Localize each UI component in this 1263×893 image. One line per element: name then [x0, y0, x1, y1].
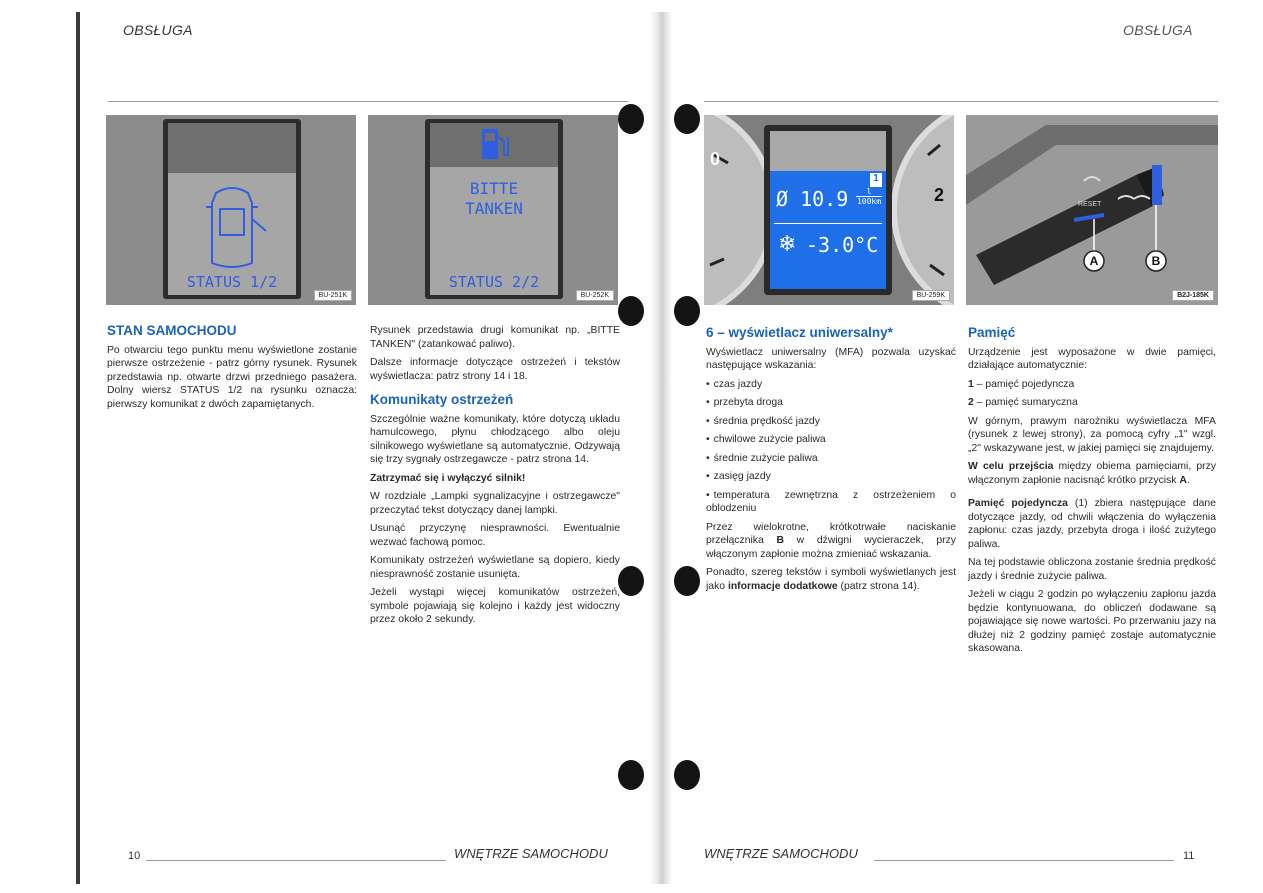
section-title: 6 – wyświetlacz uniwersalny* — [706, 325, 893, 340]
page-number-left: 10 — [128, 850, 141, 862]
paragraph: Komunikaty ostrzeżeń wyświetlane są dopiero, kiedy niesprawność zostanie usunięta. — [370, 555, 620, 580]
reset-label: RESET — [1078, 201, 1102, 208]
memory-item: 1 – pamięć pojedyncza — [968, 378, 1075, 390]
binder-hole — [674, 566, 700, 596]
list-item: • średnia prędkość jazdy — [706, 415, 820, 427]
paragraph: Przez wielokrotne, krótkotrwałe naciskanie przełącznika B w dźwigni wycieraczek, przy włączonym zapłonie można zmieniać wskazania. — [706, 521, 956, 560]
footer-title-left: WNĘTRZE SAMOCHODU — [454, 846, 608, 861]
paragraph: Po otwarciu tego punktu menu wyświetlone zostanie pierwsze ostrzeżenie - patrz górny rysunek. Rysunek przedstawia np. otwarte drzwi przedniego pasażera. Dolny wiersz STATUS 1/2 na rysunku oznacza: pierwszy komunikat z dwóch zapamiętanych. — [107, 344, 357, 410]
section-title: Pamięć — [968, 325, 1016, 340]
display-bezel — [425, 119, 563, 299]
column-wyswietlacz — [706, 324, 956, 598]
footer-rule-right — [874, 860, 1174, 861]
temperature-value: -3.0°C — [806, 233, 879, 257]
figure-ref: BU-259K — [912, 290, 950, 301]
unit-bottom: 100km — [856, 197, 882, 206]
list-item: • zasięg jazdy — [706, 471, 771, 483]
paragraph: Pamięć pojedyncza (1) zbiera następujące dane dotyczące jazdy, od chwili włączenia do wyłączenia zapłonu: czas jazdy, przebyta droga i ilość zużytego paliwa. — [968, 498, 1216, 550]
fuel-pump-icon — [430, 123, 558, 167]
paragraph: Rysunek przedstawia drugi komunikat np. „BITTE TANKEN" (zatankować paliwo). — [370, 325, 620, 350]
rule-right — [704, 101, 1218, 102]
wiper-stalk-icon — [966, 115, 1218, 305]
figure-door-status — [106, 115, 356, 305]
book-spine — [650, 12, 672, 884]
car-door-open-icon — [168, 123, 296, 295]
figure-fuel-warning — [368, 115, 618, 305]
column-stan-samochodu — [107, 322, 357, 416]
paragraph: Ponadto, szereg tekstów i symboli wyświetlanych jest jako informacje dodatkowe (patrz strona 14). — [706, 567, 956, 592]
display-screen — [168, 123, 296, 295]
binder-hole — [674, 760, 700, 790]
paragraph: W celu przejścia między obiema pamięciami, przy włączonym zapłonie nacisnąć krótko przycisk A. — [968, 461, 1216, 486]
figure-ref: BU-252K — [576, 290, 614, 301]
display-screen — [430, 123, 558, 295]
rule-left — [108, 101, 628, 102]
binding-edge — [76, 12, 80, 884]
header-right: OBSŁUGA — [1123, 22, 1193, 38]
figure-mfa-display — [704, 115, 954, 305]
list-item: • chwilowe zużycie paliwa — [706, 434, 826, 446]
paragraph: Wyświetlacz uniwersalny (MFA) pozwala uzyskać następujące wskazania: — [706, 346, 956, 372]
fuel-line-1: BITTE — [469, 179, 519, 198]
figure-ref: BU-251K — [314, 290, 352, 301]
display-bezel — [163, 119, 301, 299]
paragraph: Na tej podstawie obliczona zostanie średnia prędkość jazdy i średnie zużycie paliwa. — [968, 557, 1216, 582]
binder-hole — [618, 566, 644, 596]
section-title: Komunikaty ostrzeżeń — [370, 392, 514, 408]
label-b: B — [1151, 254, 1161, 268]
consumption-value: Ø 10.9 — [776, 187, 849, 211]
display-bezel — [764, 125, 892, 295]
list-item: • przebyta droga — [706, 397, 783, 409]
binder-hole — [674, 296, 700, 326]
fuel-line-2: TANKEN — [465, 199, 523, 218]
binder-hole — [674, 104, 700, 134]
label-a: A — [1089, 254, 1099, 268]
paragraph: Jeżeli w ciągu 2 godzin po wyłączeniu zapłonu jazda będzie kontynuowana, do obliczeń dodawane są pojawiające się nowe wartości. Po przerwaniu jazy na dłużej niż 2 godziny pamięć zostaje automatycznie skasowana. — [968, 589, 1216, 655]
unit-top: l — [866, 187, 872, 196]
column-pamiec — [968, 324, 1216, 661]
section-title: STAN SAMOCHODU — [107, 323, 237, 338]
paragraph: Urządzenie jest wyposażone w dwie pamięci, działające automatycznie: — [968, 346, 1216, 372]
figure-wiper-stalk — [966, 115, 1218, 305]
snowflake-icon: ❄ — [778, 231, 797, 256]
memory-item: 2 – pamięć sumaryczna — [968, 397, 1078, 409]
warning-instruction: Zatrzymać się i wyłączyć silnik! — [370, 472, 526, 484]
consumption-unit — [856, 187, 882, 206]
paragraph: W rozdziale „Lampki sygnalizacyjne i ostrzegawcze" przeczytać tekst dotyczący danej lampki. — [370, 491, 620, 516]
page-number-right: 11 — [1183, 850, 1195, 862]
footer-rule-left — [146, 860, 446, 861]
paragraph: Szczególnie ważne komunikaty, które dotyczą układu hamulcowego, płynu chłodzącego albo oleju silnikowego wyświetlane są automatycznie. Odzywają się trzy sygnały ostrzegawcze - patrz strona 14. — [370, 413, 620, 466]
status-text: STATUS 2/2 — [448, 273, 540, 291]
paragraph: Usunąć przyczynę niesprawności. Ewentualnie wezwać fachową pomoc. — [370, 523, 620, 548]
memory-badge: 1 — [870, 173, 882, 187]
gauge-right-numeral: 2 — [934, 185, 945, 205]
binder-hole — [618, 760, 644, 790]
binder-hole — [618, 104, 644, 134]
list-item: • temperatura zewnętrzna z ostrzeżeniem o oblodzeniu — [706, 489, 956, 515]
status-text: STATUS 1/2 — [186, 273, 278, 291]
list-item: • średnie zużycie paliwa — [706, 452, 818, 464]
binder-hole — [618, 296, 644, 326]
paragraph: Jeżeli wystąpi więcej komunikatów ostrzeżeń, symbole pojawiają się kolejno i każdy jest widoczny przez około 2 sekundy. — [370, 587, 620, 626]
column-komunikaty — [370, 324, 620, 632]
footer-title-right: WNĘTRZE SAMOCHODU — [704, 846, 858, 861]
list-item: • czas jazdy — [706, 378, 763, 390]
figure-ref: B2J-185K — [1172, 290, 1214, 301]
header-left: OBSŁUGA — [123, 22, 193, 38]
paragraph: Dalsze informacje dotyczące ostrzeżeń i tekstów wyświetlacza: patrz strony 14 i 18. — [370, 357, 620, 382]
gauge-left-numeral: 0 — [710, 149, 721, 169]
display-screen — [770, 171, 886, 289]
paragraph: W górnym, prawym narożniku wyświetlacza MFA (rysunek z lewej strony), za pomocą cyfry „1" wzgl. „2" wskazywane jest, w jakiej pamięci się znajdujemy. — [968, 415, 1216, 454]
